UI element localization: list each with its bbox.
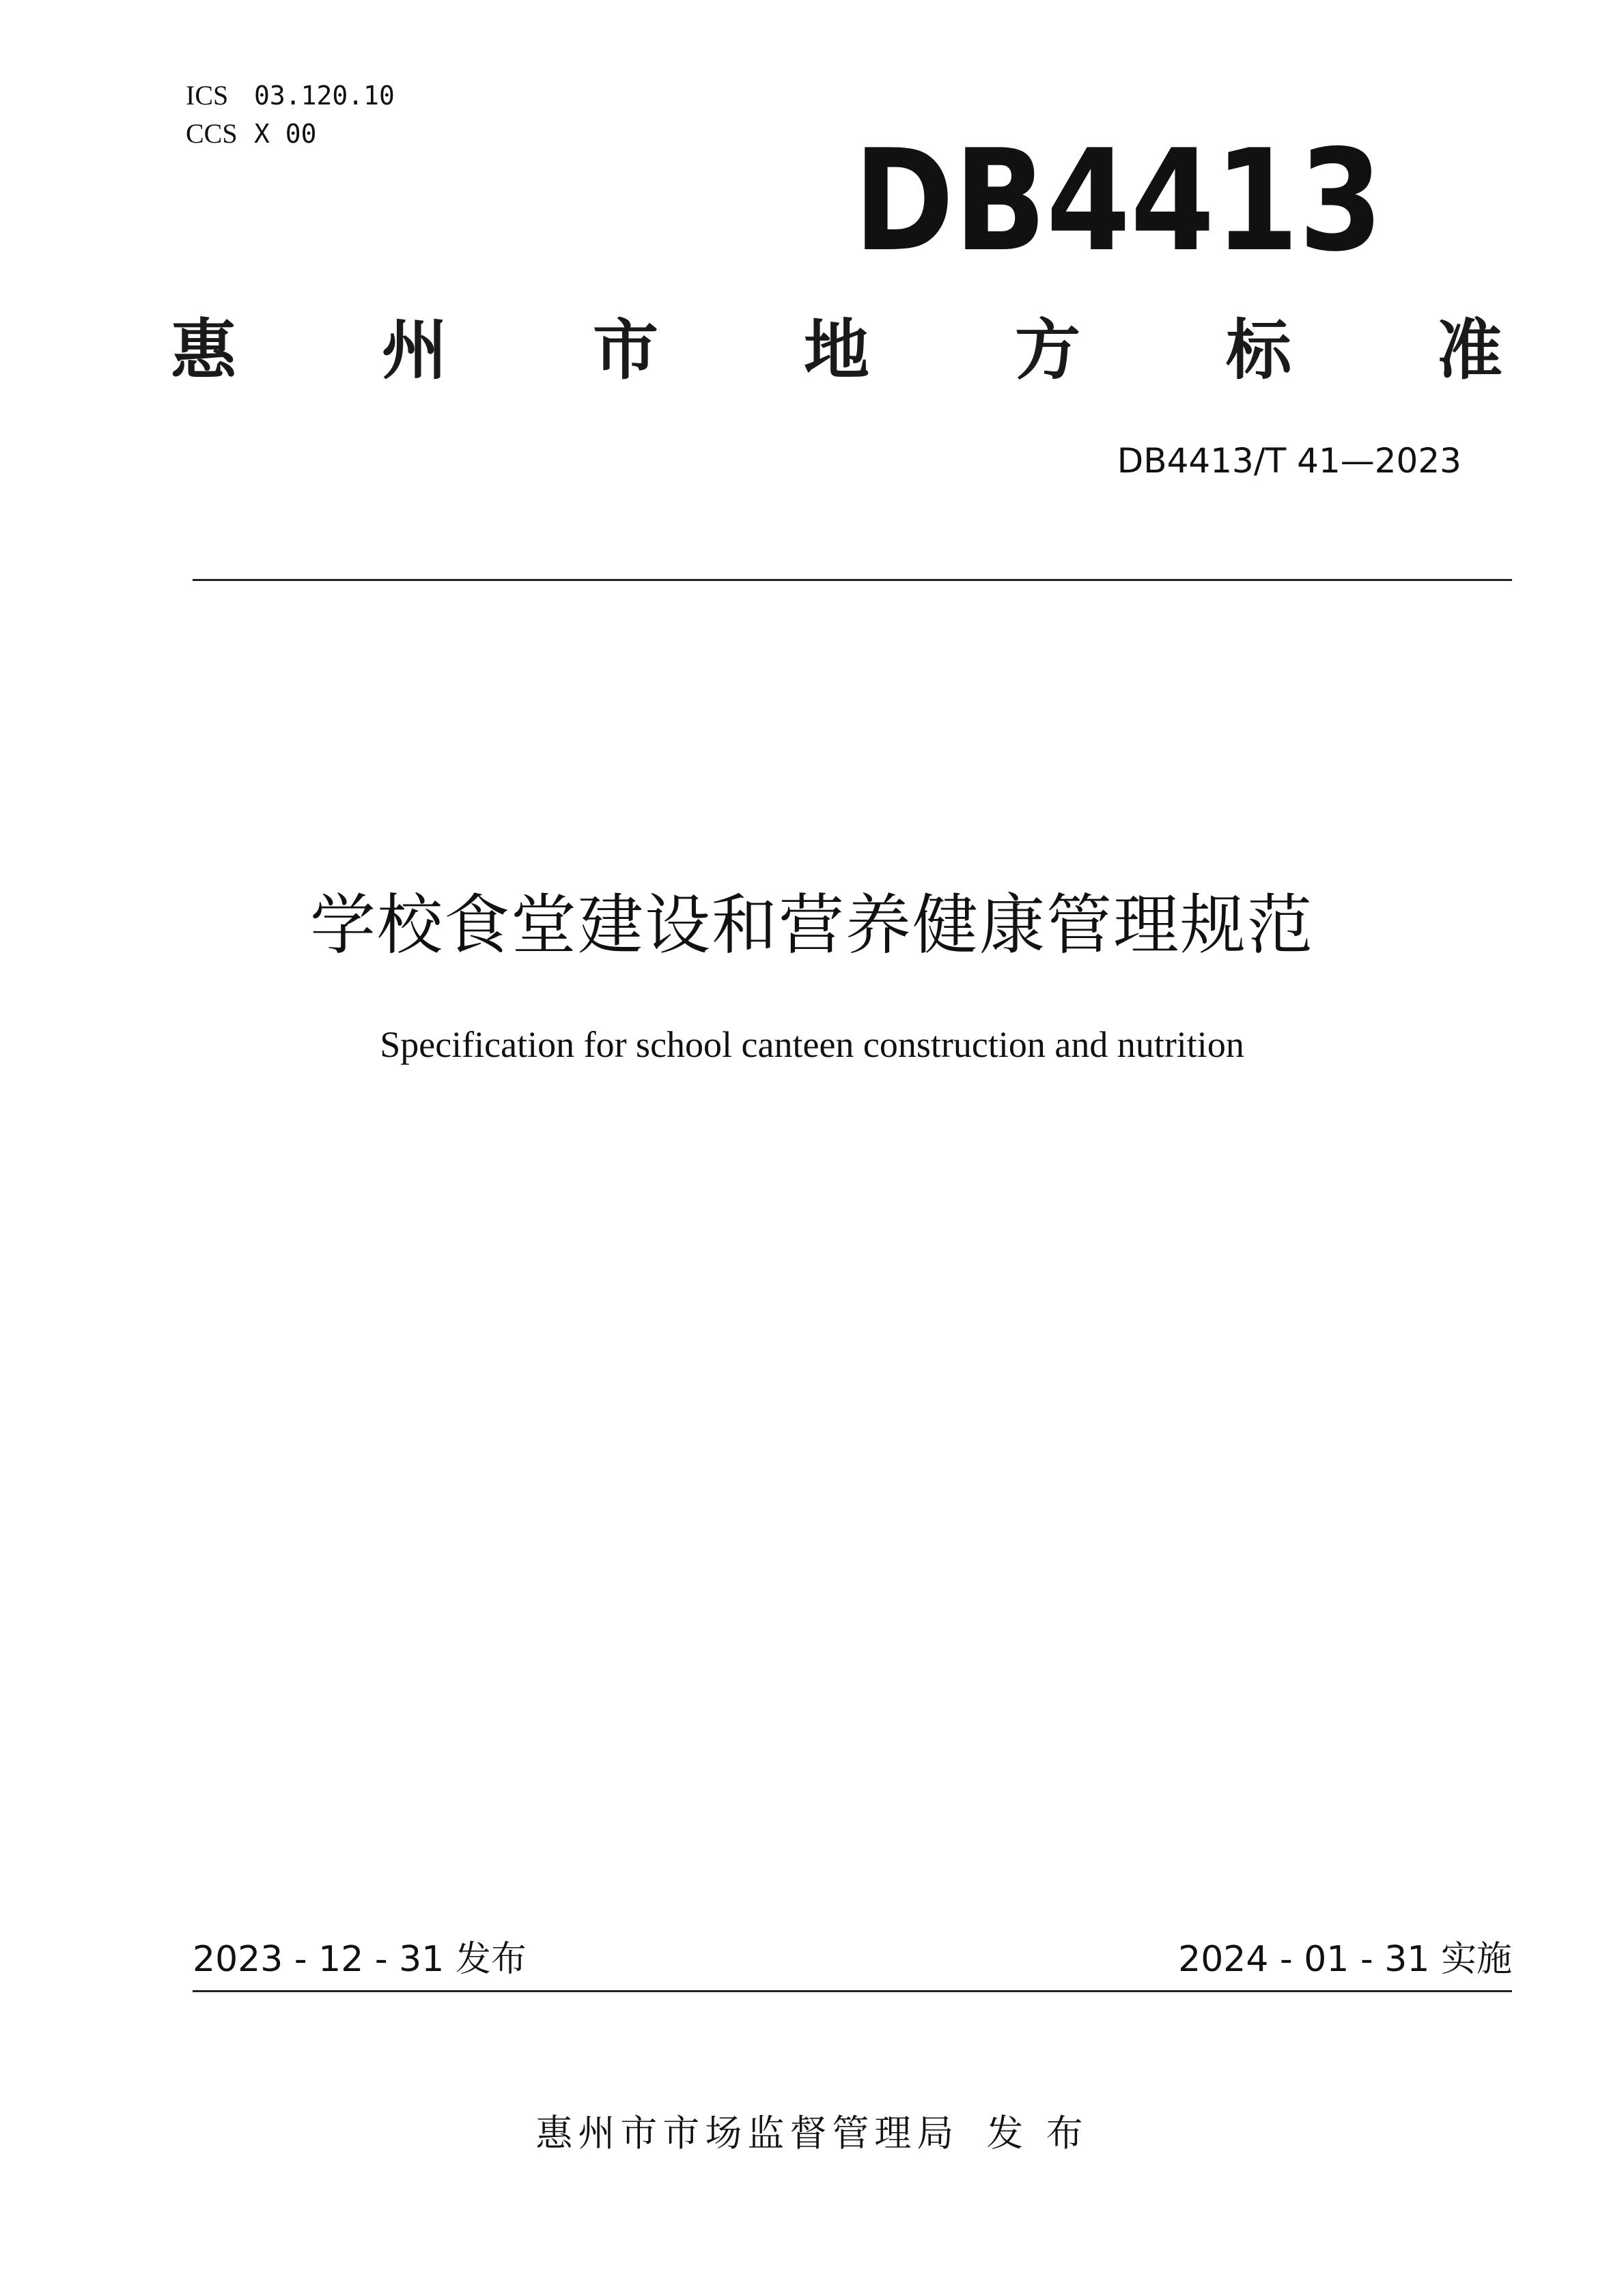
standard-type-char: 标 xyxy=(1226,312,1291,388)
ics-label: ICS xyxy=(186,80,229,111)
standard-type-char: 准 xyxy=(1437,312,1502,388)
standard-type-char: 惠 xyxy=(171,312,236,388)
standard-type-char: 市 xyxy=(593,312,658,388)
standard-code-logo xyxy=(854,120,1386,283)
standard-number: DB4413/T 41—2023 xyxy=(1117,441,1461,481)
issue-date: 2023 - 12 - 31 发布 xyxy=(193,1939,527,1980)
header-divider xyxy=(193,579,1512,581)
classification-block xyxy=(186,76,395,153)
ccs-line xyxy=(186,115,395,153)
ccs-label: CCS xyxy=(186,118,238,149)
issuer-line xyxy=(0,2106,1624,2161)
standard-code-text: DB4413 xyxy=(854,120,1383,283)
ics-line xyxy=(186,76,395,115)
standard-type-char: 地 xyxy=(804,312,869,388)
implementation-date: 2024 - 01 - 31 实施 xyxy=(1178,1939,1512,1980)
footer-divider xyxy=(193,1990,1512,1992)
issuer-name: 惠州市市场监督管理局 xyxy=(535,2112,960,2155)
document-title-cn: 学校食堂建设和营养健康管理规范 xyxy=(310,887,1314,963)
ics-code: 03.120.10 xyxy=(254,81,395,111)
standard-type-char: 州 xyxy=(382,312,447,388)
standard-type-heading xyxy=(171,306,1502,395)
issuer-action: 发 布 xyxy=(986,2112,1089,2155)
document-title-en: Specification for school canteen construction and nutrition xyxy=(380,1024,1244,1065)
ccs-code: X 00 xyxy=(254,119,317,149)
standard-type-char: 方 xyxy=(1015,312,1080,388)
